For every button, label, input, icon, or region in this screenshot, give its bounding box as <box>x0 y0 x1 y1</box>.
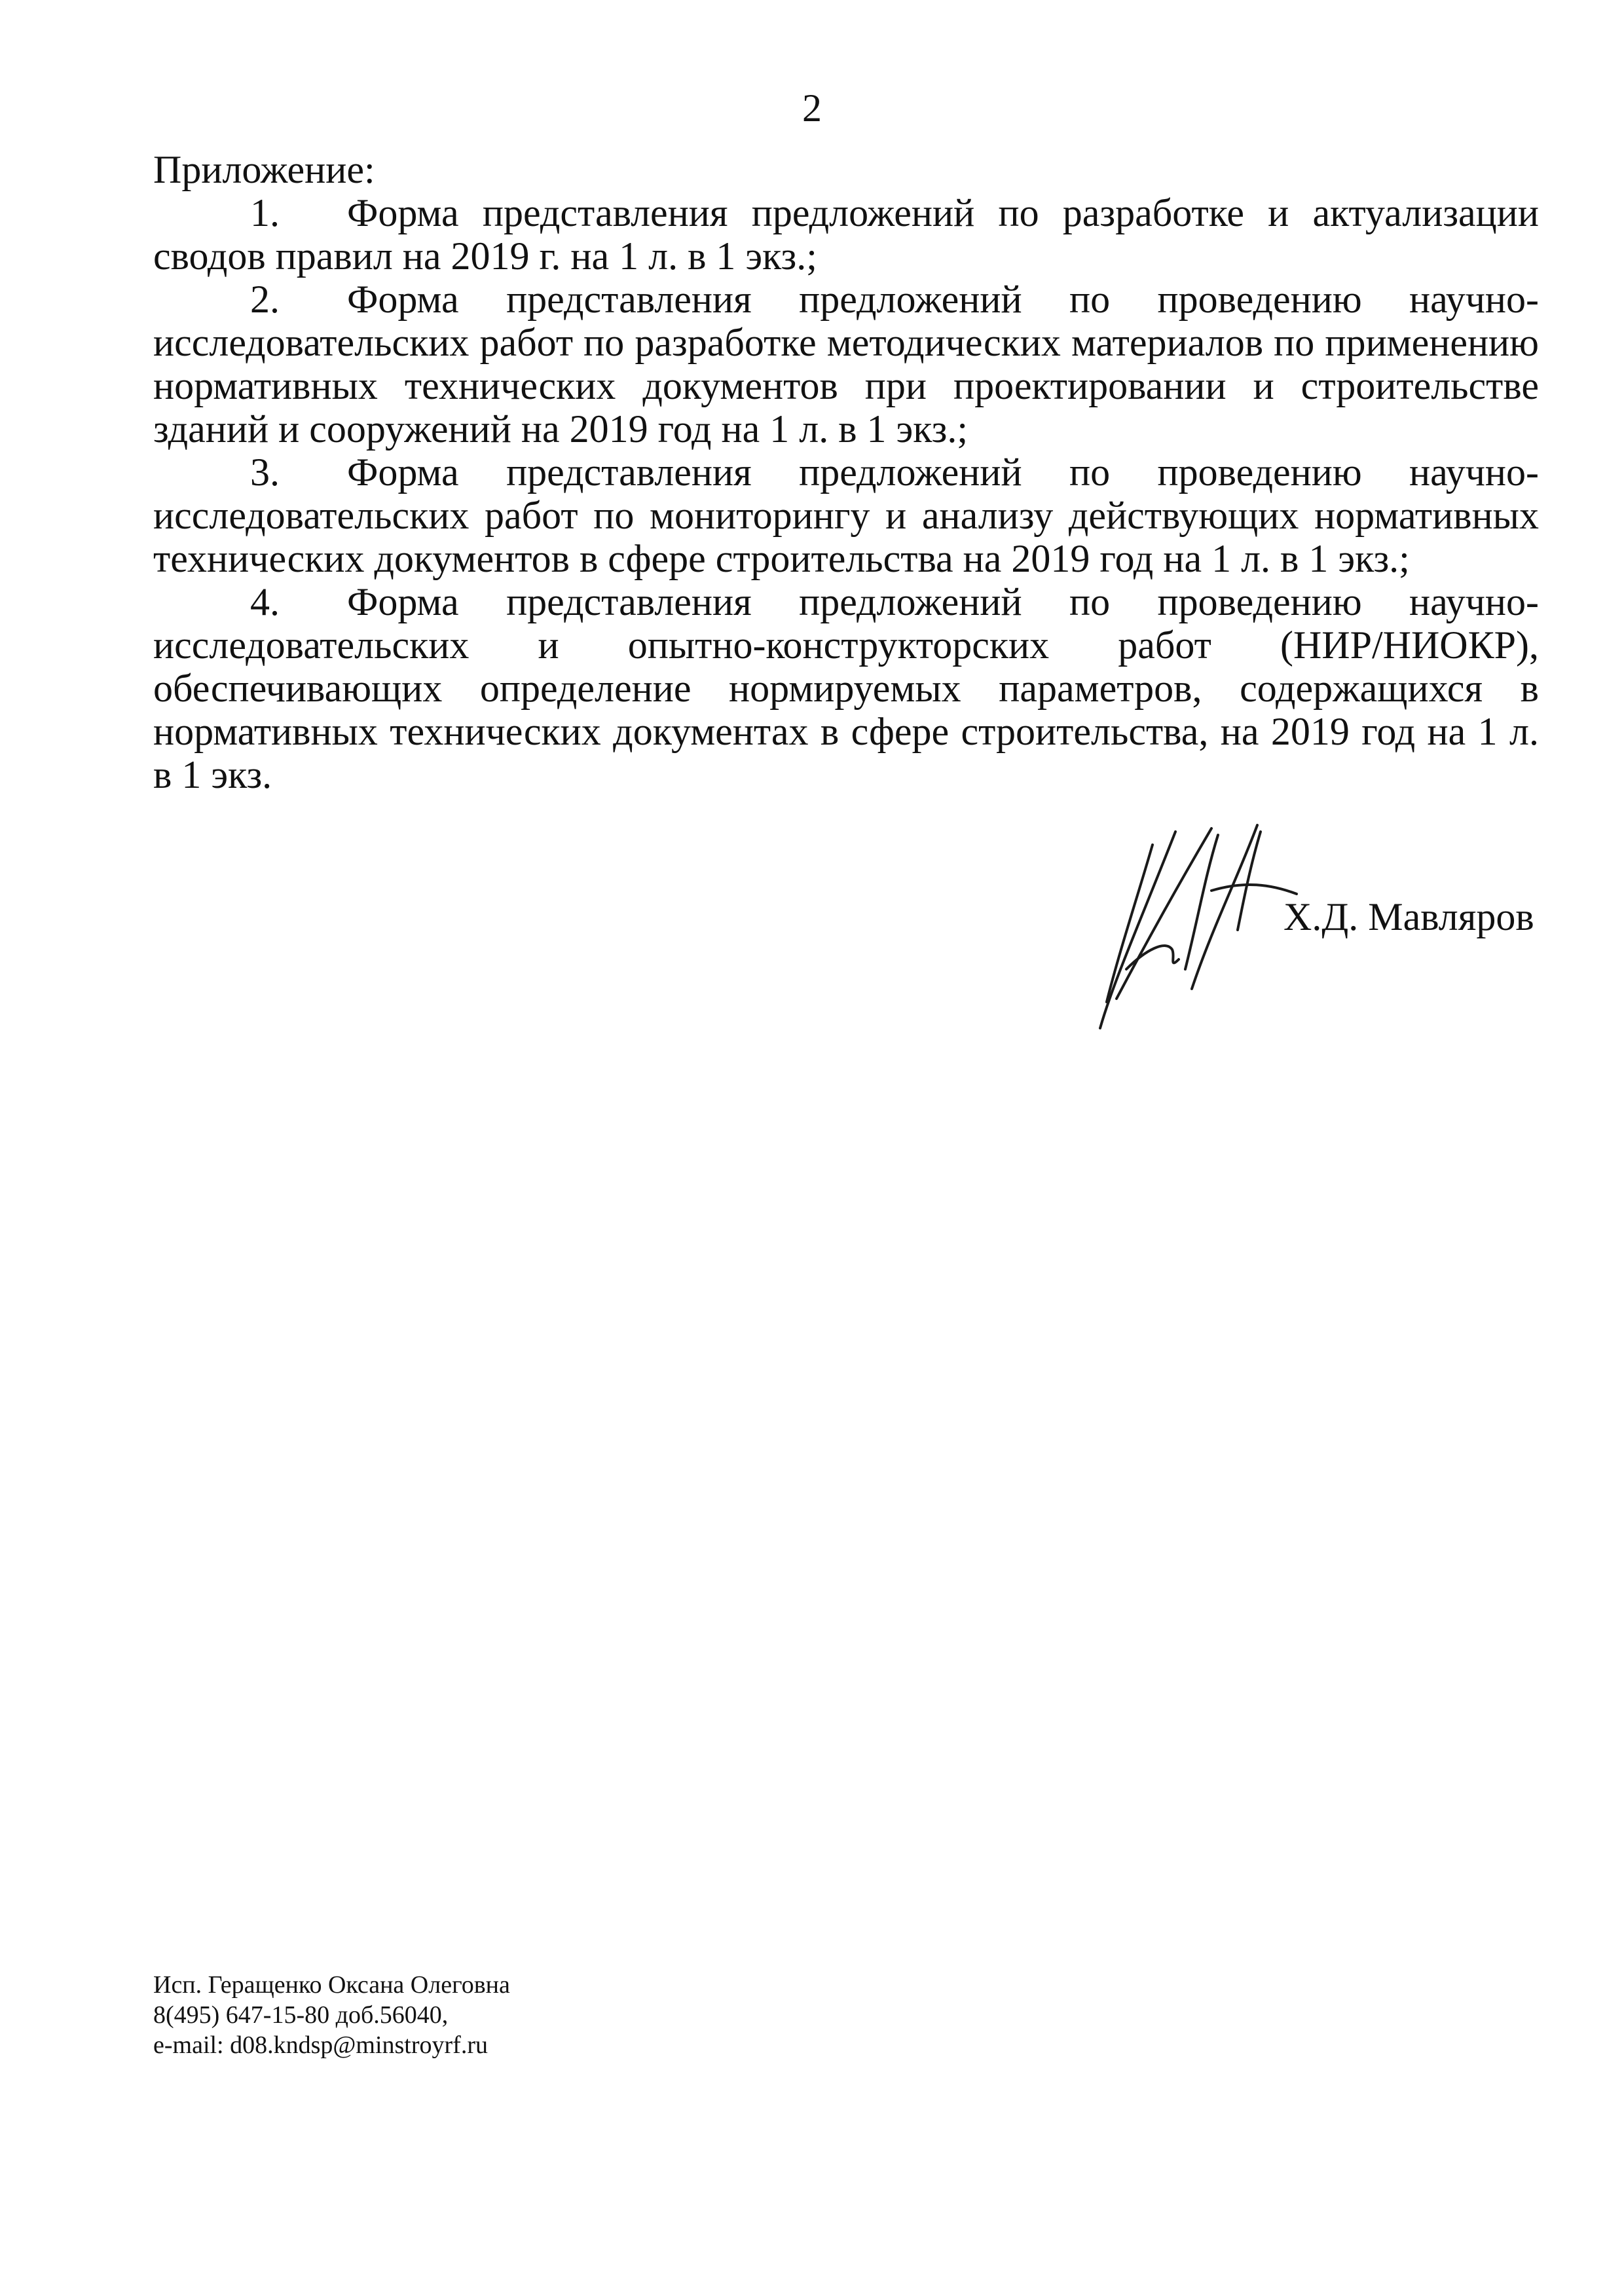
appendix-item-text: Форма представления предложений по проведению научно-исследовательских работ по разработке методических материалов по применению нормативных технических документов при проектировании и строительстве зданий и сооружений на 2019 год на 1 л. в 1 экз.; <box>153 278 1539 451</box>
signature-block <box>1087 819 1559 1041</box>
appendix-item-number: 2. <box>250 278 280 321</box>
appendix-item-4 <box>153 580 1539 796</box>
appendix-item-3 <box>153 451 1539 580</box>
page-number: 2 <box>802 86 822 130</box>
appendix-item-text: Форма представления предложений по проведению научно-исследовательских работ по мониторингу и анализу действующих нормативных технических документов в сфере строительства на 2019 год на 1 л. в 1 экз.; <box>153 451 1539 580</box>
appendix-heading: Приложение: <box>153 148 375 191</box>
appendix-item-2 <box>153 278 1539 451</box>
appendix-item-1 <box>153 191 1539 278</box>
appendix-item-number: 4. <box>250 580 280 623</box>
executor-email: e-mail: d08.kndsp@minstroyrf.ru <box>153 2031 488 2059</box>
executor-contact <box>153 1970 510 2060</box>
appendix-section <box>153 148 1539 796</box>
executor-phone: 8(495) 647-15-80 доб.56040, <box>153 2001 449 2029</box>
appendix-item-text: Форма представления предложений по проведению научно-исследовательских и опытно-конструкторских работ (НИР/НИОКР), обеспечивающих определение нормируемых параметров, содержащихся в нормативных технических документах в сфере строительства, на 2019 год на 1 л. в 1 экз. <box>153 580 1539 796</box>
executor-name: Исп. Геращенко Оксана Олеговна <box>153 1971 510 1999</box>
appendix-item-number: 1. <box>250 191 280 234</box>
appendix-item-text: Форма представления предложений по разработке и актуализации сводов правил на 2019 г. на 1 л. в 1 экз.; <box>153 191 1539 278</box>
appendix-item-number: 3. <box>250 451 280 494</box>
signer-name: Х.Д. Мавляров <box>1283 895 1534 938</box>
